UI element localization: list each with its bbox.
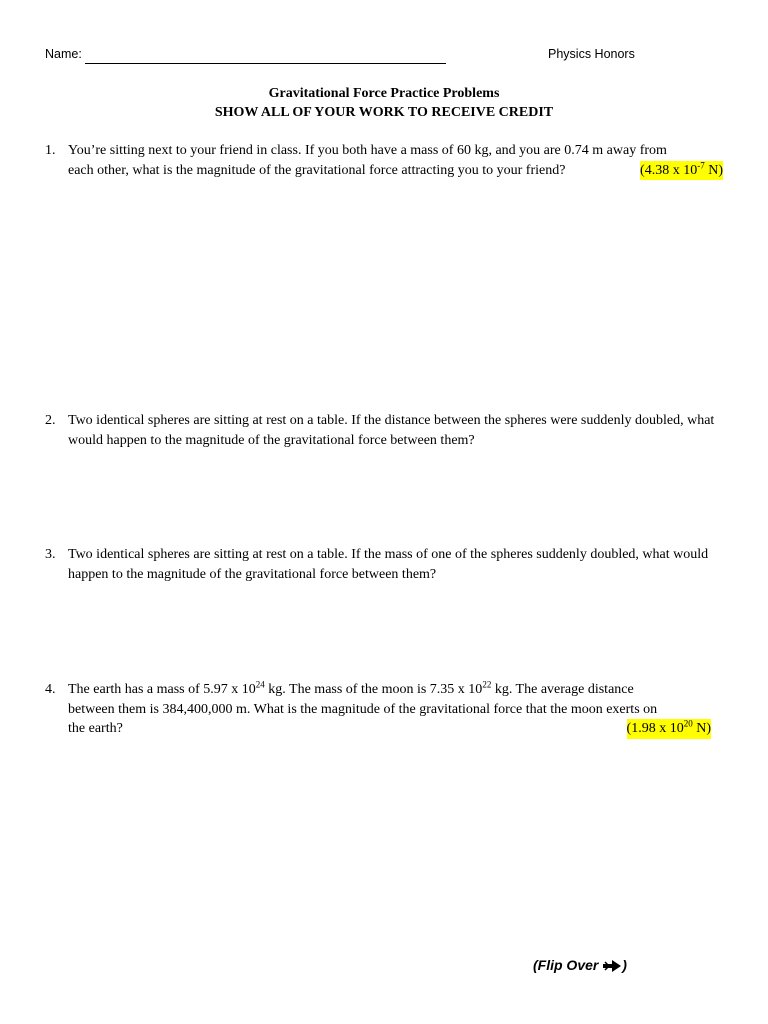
exponent: 24: [255, 679, 265, 690]
question-number: 4.: [45, 682, 56, 697]
worksheet-instructions: SHOW ALL OF YOUR WORK TO RECEIVE CREDIT: [214, 105, 554, 120]
question-4: [45, 680, 725, 740]
name-blank-line[interactable]: [85, 63, 446, 64]
flip-over-label: (Flip Over: [533, 957, 603, 973]
answer-base: (4.38 x 10: [640, 162, 698, 178]
question-text-line: You’re sitting next to your friend in class. If you both have a mass of 60 kg, and you are 0.74 m away from: [68, 143, 667, 158]
worksheet-header: [45, 47, 645, 67]
question-text: [68, 141, 728, 180]
question-number: 3.: [45, 547, 56, 562]
answer-unit: N): [704, 162, 723, 178]
exponent: 22: [482, 679, 492, 690]
question-text-line-answer: [68, 719, 728, 739]
answer-exponent: 20: [683, 718, 693, 729]
question-2: [45, 411, 725, 451]
flip-over-close: ): [622, 957, 627, 973]
flip-over-note: [533, 957, 627, 973]
question-number: 2.: [45, 413, 56, 428]
course-name: Physics Honors: [548, 47, 635, 61]
question-number: 1.: [45, 143, 56, 158]
right-arrow-icon: [602, 957, 622, 973]
answer-highlight: [627, 719, 711, 739]
question-text-line: between them is 384,400,000 m. What is the magnitude of the gravitational force that the moon exerts on: [68, 701, 658, 717]
name-label: Name:: [45, 47, 82, 61]
question-1: [45, 141, 725, 181]
question-text-line: the earth?: [68, 721, 123, 736]
question-text-line-answer: [68, 161, 728, 181]
question-3: [45, 545, 725, 585]
question-text-line: each other, what is the magnitude of the gravitational force attracting you to your friend?: [68, 162, 566, 178]
answer-highlight: [640, 161, 723, 181]
answer-base: (1.98 x 10: [626, 721, 684, 736]
question-text-line: [68, 680, 728, 700]
answer-unit: N): [692, 721, 711, 736]
question-text: [68, 680, 728, 739]
question-text: Two identical spheres are sitting at rest on a table. If the distance between the spheres were suddenly doubled, what would happen to the magnitude of the gravitational force between them?: [68, 413, 715, 448]
text-segment: The earth has a mass of 5.97 x 10: [68, 682, 256, 697]
answer-exponent: -7: [697, 159, 705, 170]
question-text: Two identical spheres are sitting at rest on a table. If the mass of one of the spheres suddenly doubled, what would happen to the magnitude of the gravitational force between them?: [68, 547, 709, 582]
text-segment: kg. The average distance: [491, 682, 634, 697]
text-segment: kg. The mass of the moon is 7.35 x 10: [264, 682, 483, 697]
worksheet-title: Gravitational Force Practice Problems: [268, 86, 500, 101]
